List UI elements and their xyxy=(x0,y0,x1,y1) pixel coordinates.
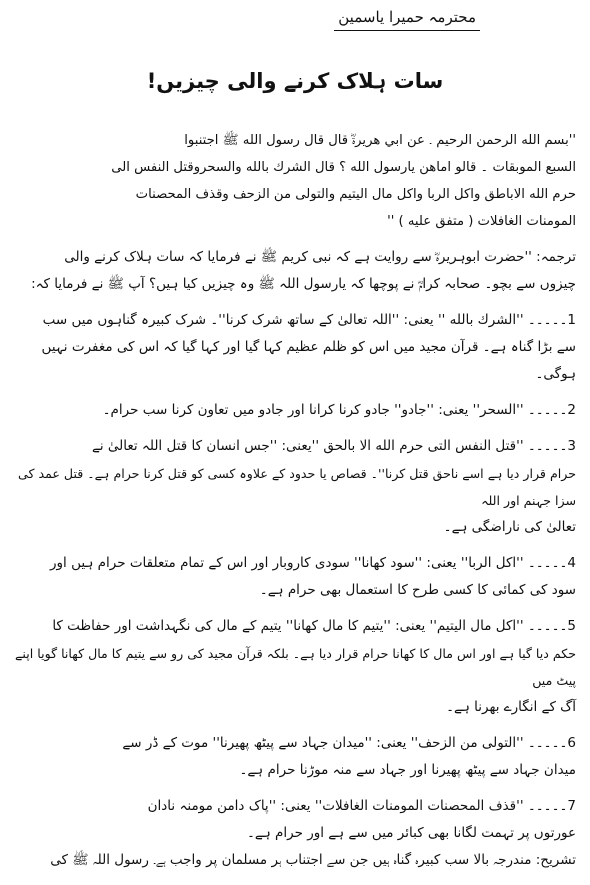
item-line: 1۔۔۔۔۔ ''الشرك بالله '' یعنی: ''اللہ تعالیٰ کے ساتھ شرک کرنا''۔ شرک کبیرہ گناہوں میں سب xyxy=(42,312,576,328)
item-5 xyxy=(14,613,576,721)
item-line: 5۔۔۔۔۔ ''اكل مال اليتيم'' یعنی: ''یتیم کا مال کھانا'' یتیم کے مال کی نگہداشت اور حفاظت کا xyxy=(52,618,576,634)
item-line: عورتوں پر تہمت لگانا بھی کبائر میں سے ہے اور حرام ہے۔ xyxy=(247,825,576,841)
hadith-block xyxy=(14,127,576,235)
item-line: 4۔۔۔۔۔ ''اكل الربا'' یعنی: ''سود کھانا'' سودی کاروبار اور اس کے تمام متعلقات حرام ہیں اور xyxy=(50,555,576,571)
translation-line: چیزوں سے بچو۔ صحابہ کرامؓ نے پوچھا کہ یارسول اللہ ﷺ وہ چیزیں کیا ہیں؟ آپ ﷺ نے فرمایا کہ: xyxy=(31,276,576,292)
translation-line: ترجمہ: ''حضرت ابوہریرہؓ سے روایت ہے کہ نبی کریم ﷺ نے فرمایا کہ سات ہلاک کرنے والی xyxy=(64,249,576,265)
translation-block xyxy=(14,244,576,298)
author-name: محترمہ حمیرا یاسمین xyxy=(334,6,480,31)
author-line xyxy=(14,4,576,31)
commentary-block xyxy=(14,847,576,874)
item-4 xyxy=(14,550,576,604)
item-2 xyxy=(14,397,576,424)
hadith-line: المومنات الغافلات ( متفق عليه ) '' xyxy=(387,214,576,229)
item-line: 2۔۔۔۔۔ ''السحر'' یعنی: ''جادو'' جادو کرنا کرانا اور جادو میں تعاون کرنا سب حرام۔ xyxy=(102,402,576,418)
item-line: 3۔۔۔۔۔ ''قتل النفس التى حرم الله الا بالحق ''یعنی: ''جس انسان کا قتل اللہ تعالیٰ نے xyxy=(91,438,576,454)
hadith-line: ''بسم الله الرحمن الرحيم ۔ عن ابي هريرةؓ قال قال رسول الله ﷺ اجتنبوا xyxy=(184,133,576,148)
item-line: 7۔۔۔۔۔ ''قذف المحصنات المومنات الغافلات'' یعنی: ''پاک دامن مومنہ نادان xyxy=(147,798,576,814)
item-line: 6۔۔۔۔۔ ''التولى من الزحف'' یعنی: ''میدان جہاد سے پیٹھ پھیرنا'' موت کے ڈر سے xyxy=(122,735,576,751)
item-line: حکم دیا گیا ہے اور اس مال کا کھانا حرام قرار دیا ہے۔ بلکہ قرآن مجید کی رو سے یتیم کا مال کھانا گویا اپنے پیٹ میں xyxy=(15,646,576,688)
item-1 xyxy=(14,307,576,388)
item-line: تعالیٰ کی ناراضگی ہے۔ xyxy=(443,519,576,535)
item-line: سے بڑا گناہ ہے۔ قرآن مجید میں اس کو ظلم عظیم کہا گیا اور کہا گیا کہ اس کی مغفرت نہیں ہوگی۔ xyxy=(41,339,576,382)
commentary-line: تشریح: مندرجہ بالا سب کبیرہ گناہ ہیں جن سے اجتناب ہر مسلمان پر واجب ہے۔ رسول اللہ ﷺ کی xyxy=(50,852,576,868)
item-line: میدان جہاد سے پیٹھ پھیرنا اور جہاد سے منہ موڑنا حرام ہے۔ xyxy=(239,762,576,778)
item-6 xyxy=(14,730,576,784)
item-7 xyxy=(14,793,576,847)
item-line: حرام قرار دیا ہے اسے ناحق قتل کرنا''۔ قصاص یا حدود کے علاوہ کسی کو قتل کرنا حرام ہے۔ قتل عمد کی سزا جہنم اور اللہ xyxy=(18,466,576,508)
item-line: آگ کے انگارے بھرنا ہے۔ xyxy=(446,699,576,715)
hadith-line: السبع الموبقات ۔ قالو اماهن يارسول الله ؟ قال الشرك بالله والسحروقتل النفس الى xyxy=(111,160,576,175)
article-title: سات ہلاک کرنے والی چیزیں! xyxy=(146,69,444,93)
item-3 xyxy=(14,433,576,541)
hadith-line: حرم الله الاباطق واكل الربا واكل مال اليتيم والتولى من الزحف وقذف المحصنات xyxy=(135,187,576,202)
item-line: سود کی کمائی کا کسی طرح کا استعمال بھی حرام ہے۔ xyxy=(259,582,576,598)
